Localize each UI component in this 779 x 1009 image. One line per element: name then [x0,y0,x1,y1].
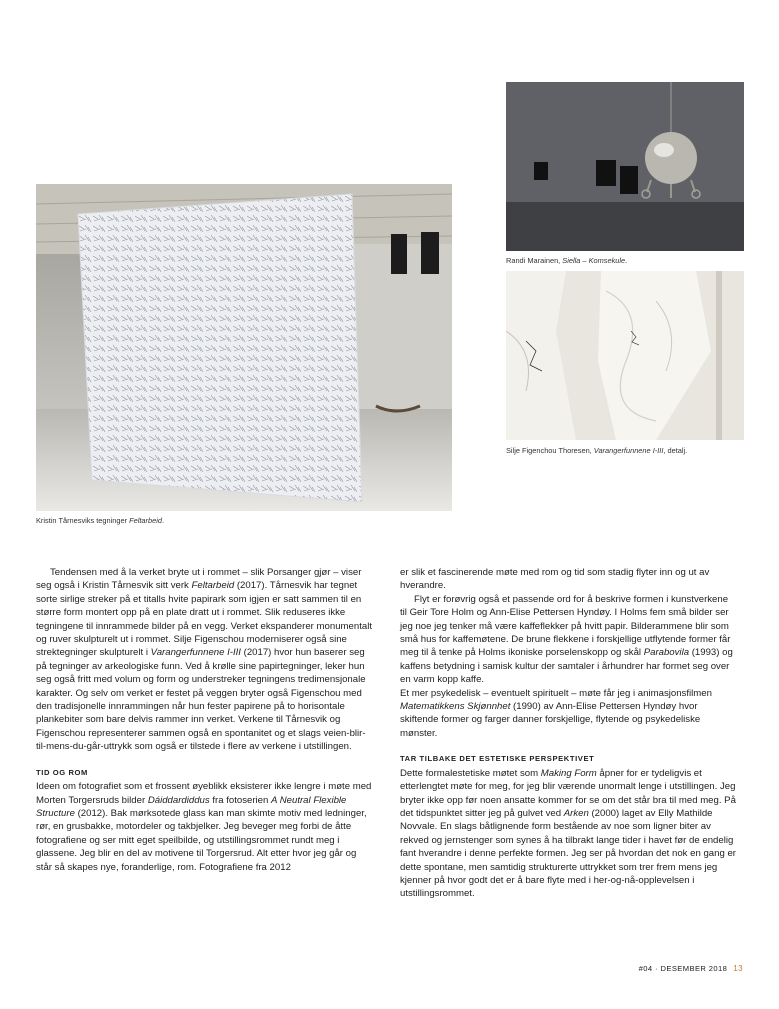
caption-suffix: . [625,256,628,265]
work-title: Arken [563,807,589,819]
text: (2017) hvor hun baserer seg på tegninger av arkeologiske funn. Ved å krølle sine papirtegninger, leker hun seg også fritt med volum og form og understreker tegningens tredimensjonale karakter. Og selv om verket er festet på veggen bryter også Figenschou med den tradisjonelle innrammingen når hun fester papirene på to horisontale plankebiter som bare delvis rammer inn verket. Verkene til Tårnesvik og Figenschou representerer sammen også en spontanitet og et slags veien-blir-til-mens-du-går-uttrykk som også er tilstede i flere av verkene i utstillingen. [36,647,366,753]
text: Ideen om fotografiet som et frossent øyeblikk eksisterer ikke lengre i møte med Morten Torgersruds bilder [36,781,372,806]
paragraph [400,687,736,741]
text: (1990) av Ann-Elise Pettersen Hyndøy hvor skiftende former og farger danner forskjellige, flytende og psykedeliske mønster. [400,701,701,739]
work-title: Making Form [540,767,597,779]
page-footer [639,964,743,973]
text: (2017). Tårnesvik har tegnet sorte sirlige streker på et titalls hvite papirark som igjen er satt sammen til en større form montert opp på en plate dratt ut i rommet. Slik reduseres ikke tegningene til innrammede bilder på en vegg. Verket ekspanderer monumentalt og ruver skulpturelt ut i rommet. Silje Figenschou moderniserer også sine strektegninger skulpturelt i [36,580,372,659]
work-title: Matematikkens Skjønnhet [400,701,511,713]
caption-text: Randi Marainen, [506,256,563,265]
caption-text: Silje Figenchou Thoresen, [506,446,594,455]
paragraph [400,767,736,901]
paragraph: er slik et fascinerende møte med rom og tid som stadig flyter inn og ut av hverandre. [400,567,710,592]
photo-feltarbeid [36,184,452,511]
caption-feltarbeid [36,516,164,526]
photo-siella-graphic [506,82,744,251]
work-title: Dáiddardiddus [147,794,210,806]
caption-title: Feltarbeid [129,516,162,525]
text: Dette formalestetiske møtet som [400,767,541,779]
text: (1993) og kaffens betydning i samisk kultur der samtaler i århundrer har formet seg over en varm kopp kaffe. [400,647,733,686]
work-title: Feltarbeid [191,580,235,592]
work-title: Parabovila [643,647,690,659]
work-title: Varangerfunnene I-III [150,647,241,659]
caption-text: Kristin Tårnesviks tegninger [36,516,130,525]
text: (2000) laget av Elly Mathilde Novvale. En slags båtlignende form bestående av noe som ligner biter av rekved og jernstenger som synes å ha tilbrakt lange tider i havet før de endelig fant hverandre i denne perfekte formen. Jeg ser på hvordan det nok en gang er dette spontane, men samtidig strukturerte uttrykket som trer frem mens jeg kjenner på hvor godt det er å bare flyte med i her-og-nå-opplevelsen i utstillingsrommet. [400,807,737,900]
right-column [400,566,736,901]
caption-suffix: . [161,516,165,525]
text: Flyt er forøvrig også et passende ord for å beskrive formen i kunstverkene til Geir Tore Holm og Ann-Elise Pettersen Hyndøy. I Holms fem små bilder ser jeg noe jeg tenker må være kaffeflekker på hvitt papir. Bilderammene blir som små hus for kaffemøtene. De brune flekkene i forskjellige utflytende former får meg til å tenke på Holms ikoniske porselenskopp og skål [400,593,731,659]
photo-varangerfunnene [506,271,744,440]
caption-siella [506,256,627,266]
caption-title: Varangerfunnene I-III [593,446,664,455]
paragraph [36,780,372,874]
caption-title: Siella – Komsekule [562,256,626,265]
caption-suffix: , detalj. [663,446,688,455]
text: fra fotoserien [209,794,272,806]
caption-varangerfunnene [506,446,687,456]
issue-label: #04 · DESEMBER 2018 [638,964,728,973]
section-heading: TID OG ROM [36,767,88,777]
work-title: A Neutral Flexible Structure [36,794,347,819]
text: åpner for er tydeligvis et etterlengtet møte for meg, for jeg blir værende unormalt lenge i utstillingen. Jeg bryter ikke opp før noen ansatte kommer for se om det står bra til med meg. På det tidspunktet sitter jeg på gulvet ved [400,767,736,819]
text: Tendensen med å la verket bryte ut i rommet – slik Porsanger gjør – viser seg også i Kristin Tårnesvik sitt verk [36,567,362,592]
text: Et mer psykedelisk – eventuelt spirituelt – møte får jeg i animasjonsfilmen [400,687,712,699]
paragraph [36,566,372,754]
text: (2012). Bak mørksotede glass kan man skimte motiv med ledninger, rør, en grusbakke, motordeler og takbjelker. Jeg beveger meg forbi de åtte fotografiene og ser mitt eget speilbilde, og utstillingsrommet rundt meg i glassene. Jeg blir en del av motivene til Torgersrud. Alt etter hvor jeg går og står så skapes nye, foranderlige, rom. Fotografiene fra 2012 [36,807,367,873]
left-column [36,566,372,874]
section-heading: TAR TILBAKE DET ESTETISKE PERSPEKTIVET [400,754,595,764]
photo-varangerfunnene-graphic [506,271,744,440]
page-number: 13 [733,964,743,973]
photo-feltarbeid-graphic [36,184,452,511]
photo-siella [506,82,744,251]
paragraph [400,593,736,687]
